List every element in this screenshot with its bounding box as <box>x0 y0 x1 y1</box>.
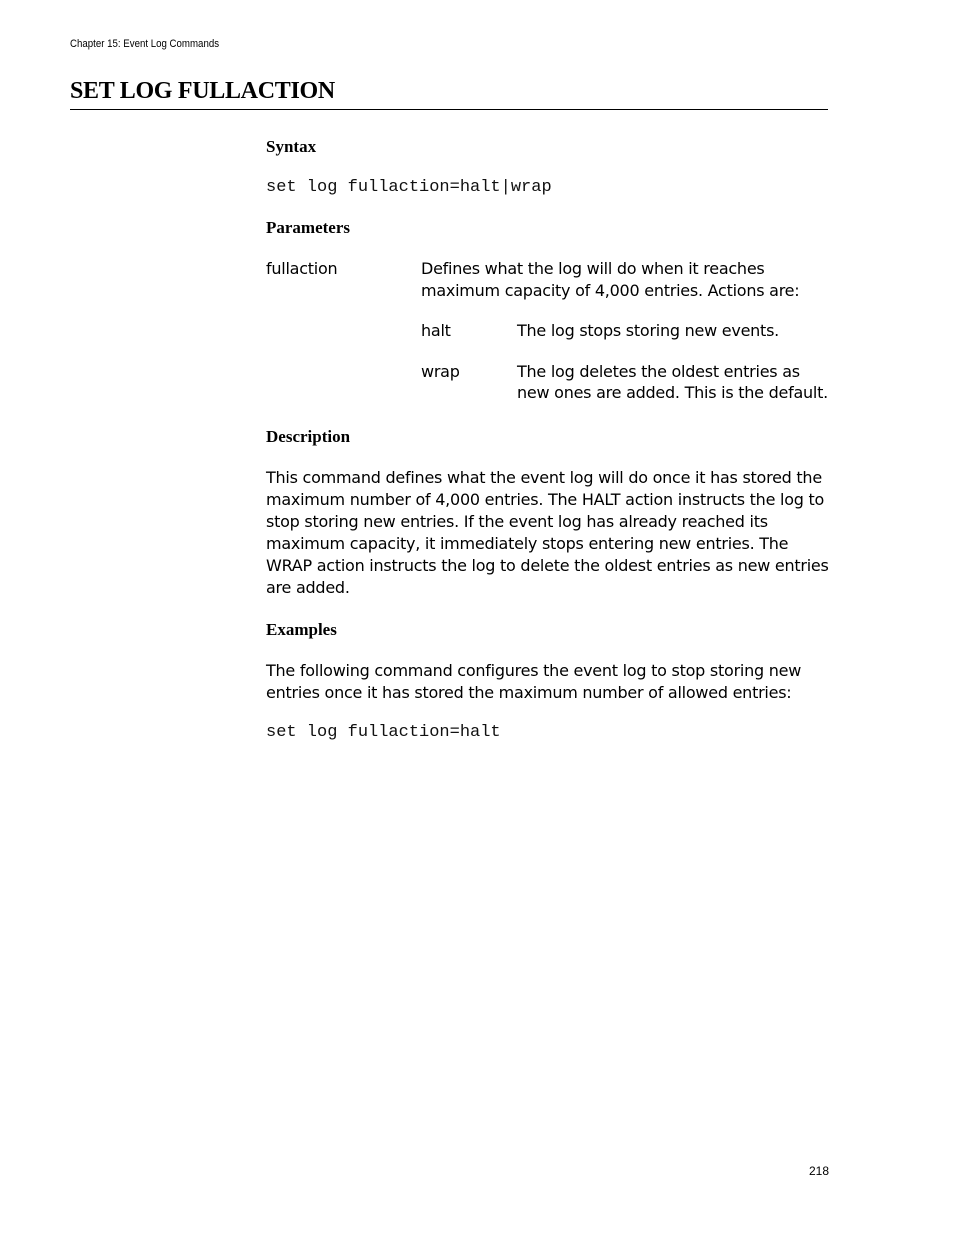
description-line: WRAP action instructs the log to delete the oldest entries as new entries <box>266 556 829 575</box>
param-name: fullaction <box>266 259 338 278</box>
description-heading: Description <box>266 427 351 446</box>
description-line: maximum number of 4,000 entries. The HALT action instructs the log to <box>266 490 825 509</box>
description-line: maximum capacity, it immediately stops entering new entries. The <box>266 534 789 553</box>
examples-paragraph <box>266 660 832 704</box>
description-line: This command defines what the event log will do once it has stored the <box>266 468 822 487</box>
description-line: are added. <box>266 578 350 597</box>
option-wrap-description-line-2: new ones are added. This is the default. <box>517 383 828 402</box>
param-description-line-2: maximum capacity of 4,000 entries. Actions are: <box>421 281 800 300</box>
option-wrap-name: wrap <box>421 362 460 381</box>
examples-heading: Examples <box>266 620 337 639</box>
running-header: Chapter 15: Event Log Commands <box>70 38 220 50</box>
param-description-line-1: Defines what the log will do when it reaches <box>421 259 765 278</box>
title-rule <box>70 109 828 110</box>
parameters-heading: Parameters <box>266 218 351 237</box>
examples-line: The following command configures the event log to stop storing new <box>266 661 802 680</box>
syntax-heading: Syntax <box>266 137 317 156</box>
option-halt-description: The log stops storing new events. <box>517 321 779 340</box>
description-line: stop storing new entries. If the event log has already reached its <box>266 512 768 531</box>
examples-line: entries once it has stored the maximum number of allowed entries: <box>266 683 792 702</box>
page-title: SET LOG FULLACTION <box>70 78 335 104</box>
example-code: set log fullaction=halt <box>266 723 501 742</box>
option-halt-name: halt <box>421 321 451 340</box>
syntax-code: set log fullaction=halt|wrap <box>266 178 552 197</box>
page-number: 218 <box>809 1164 830 1178</box>
option-wrap-description-line-1: The log deletes the oldest entries as <box>517 362 800 381</box>
description-paragraph <box>266 467 832 599</box>
